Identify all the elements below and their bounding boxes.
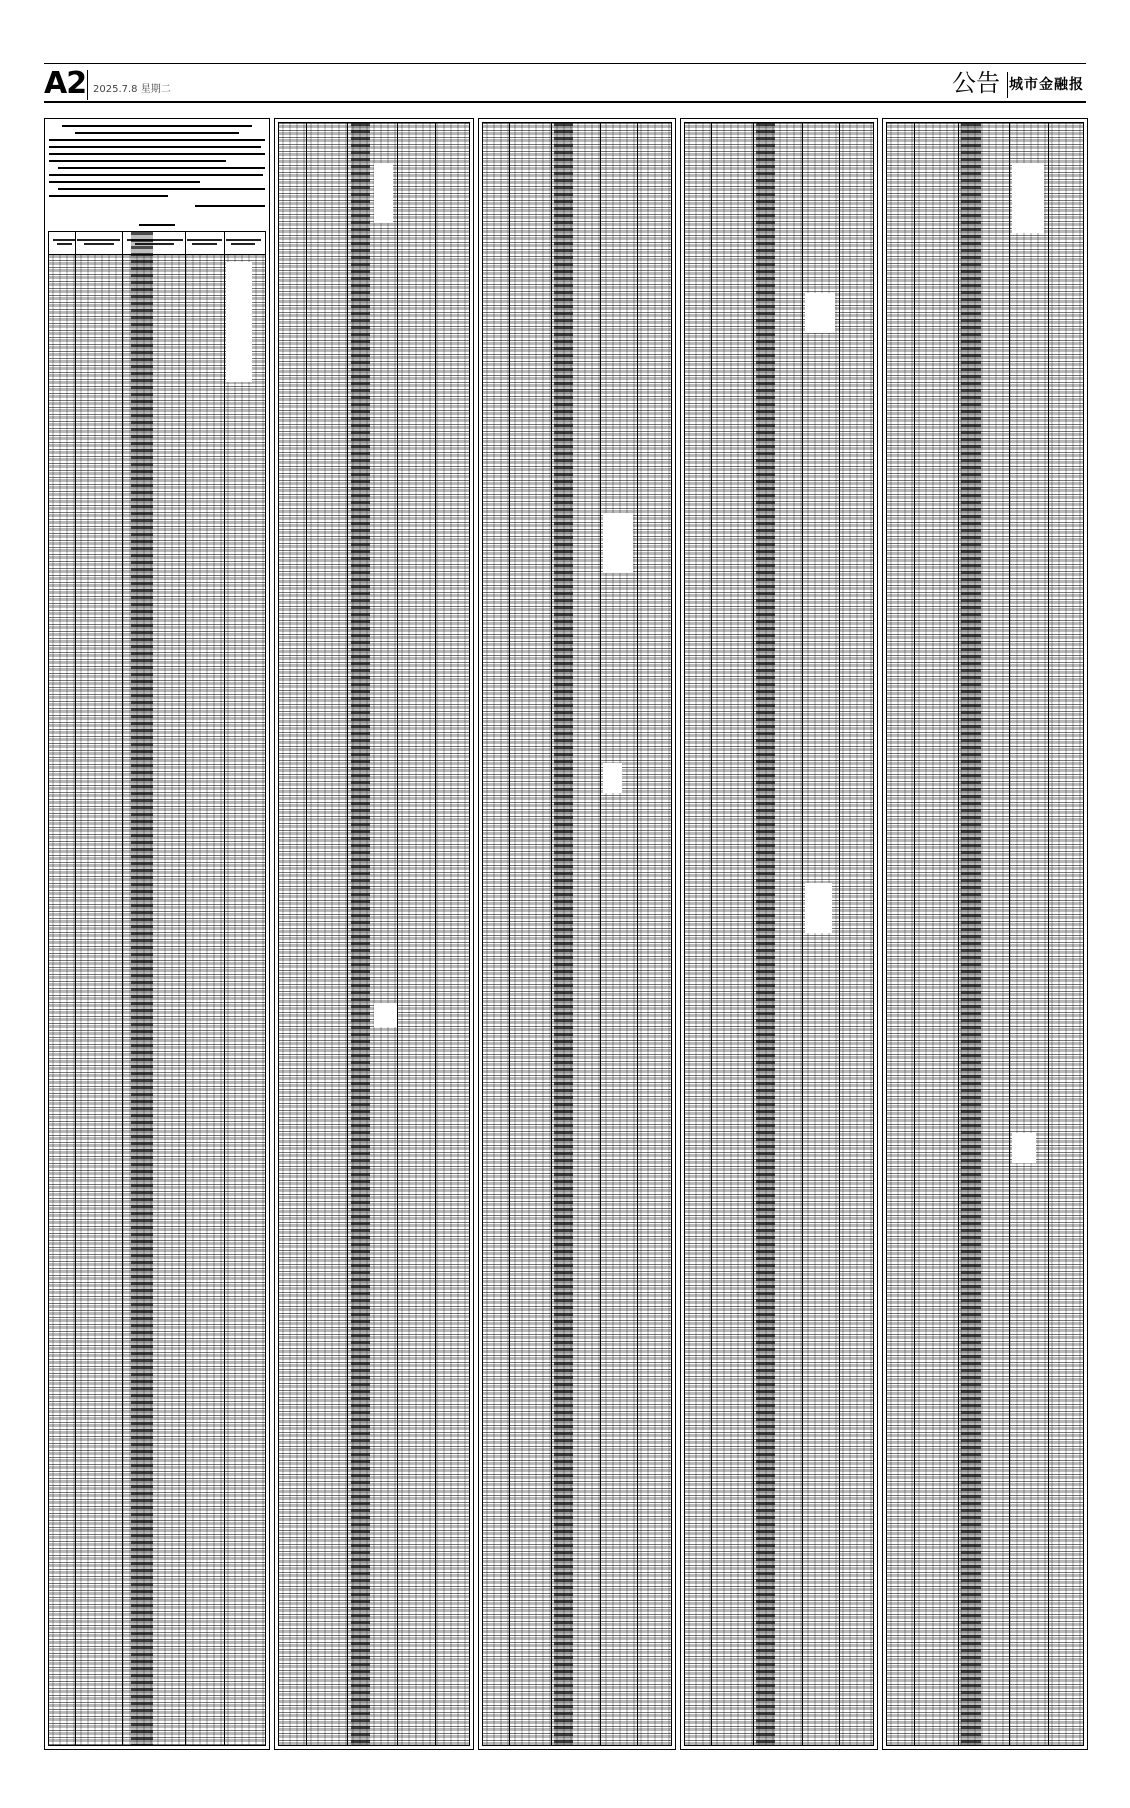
table-column-rule — [397, 123, 398, 1745]
table-column-rule — [435, 123, 436, 1745]
table-header-cell — [53, 237, 75, 247]
notice-signature — [195, 203, 265, 209]
section-divider — [1007, 72, 1008, 98]
table-blank-cell — [226, 262, 252, 382]
table-column-rule — [839, 123, 840, 1745]
masthead-bottom-rule — [44, 101, 1086, 103]
table-blank-cell — [805, 293, 835, 333]
notice-text-line — [49, 151, 265, 157]
table-column-rule — [711, 123, 712, 1745]
masthead-top-rule — [44, 63, 1086, 64]
table-dense-band — [554, 123, 573, 1745]
issue-date: 2025.7.8 星期二 — [93, 84, 171, 95]
table-column-4 — [680, 118, 878, 1750]
table-column-rule — [958, 123, 959, 1745]
notice-text-line — [49, 137, 265, 143]
table-blank-cell — [805, 883, 831, 933]
table-column-rule — [802, 123, 803, 1745]
notice-column — [44, 118, 270, 1750]
notice-text-line — [49, 172, 265, 178]
table-blank-cell — [374, 163, 393, 223]
table-column-rule — [75, 232, 76, 1745]
table-dense-band — [351, 123, 370, 1745]
table-column-rule — [224, 232, 225, 1745]
table-column-rule — [551, 123, 552, 1745]
table-column-rule — [509, 123, 510, 1745]
asset-table — [886, 122, 1084, 1746]
page-number: A2 — [44, 66, 87, 101]
newspaper-name: 城市金融报 — [1009, 77, 1084, 93]
asset-list-label — [45, 221, 269, 229]
table-column-5 — [882, 118, 1088, 1750]
table-column-rule — [185, 232, 186, 1745]
table-blank-cell — [1012, 163, 1043, 233]
asset-table — [684, 122, 874, 1746]
page-number-divider — [87, 70, 88, 100]
table-blank-cell — [603, 513, 633, 573]
table-column-rule — [122, 232, 123, 1745]
section-title: 公告 — [952, 69, 1000, 97]
table-blank-cell — [603, 763, 622, 793]
masthead — [44, 66, 1086, 102]
notice-text-line — [49, 158, 265, 164]
notice-text-line — [49, 193, 265, 199]
notice-text-line — [49, 179, 265, 185]
table-blank-cell — [1012, 1133, 1036, 1163]
asset-table-header — [49, 232, 265, 255]
table-blank-cell — [374, 1003, 397, 1027]
table-header-cell — [187, 237, 222, 247]
asset-table — [482, 122, 672, 1746]
table-column-rule — [600, 123, 601, 1745]
table-dense-band — [131, 232, 153, 1745]
table-dense-band — [756, 123, 775, 1745]
notice-text-line — [49, 186, 265, 192]
asset-table — [48, 231, 266, 1746]
notice-text-line — [49, 165, 265, 171]
notice-title-line — [49, 130, 265, 136]
table-column-rule — [637, 123, 638, 1745]
table-column-rule — [347, 123, 348, 1745]
table-dense-band — [961, 123, 981, 1745]
notice-title-line — [49, 123, 265, 129]
table-column-rule — [753, 123, 754, 1745]
notice-body — [49, 123, 265, 219]
table-column-2 — [274, 118, 474, 1750]
notice-text-line — [49, 144, 265, 150]
table-column-3 — [478, 118, 676, 1750]
asset-table — [278, 122, 470, 1746]
table-column-rule — [914, 123, 915, 1745]
table-column-rule — [306, 123, 307, 1745]
table-header-cell — [77, 237, 120, 247]
table-header-cell — [226, 237, 261, 247]
table-column-rule — [1048, 123, 1049, 1745]
table-column-rule — [1009, 123, 1010, 1745]
